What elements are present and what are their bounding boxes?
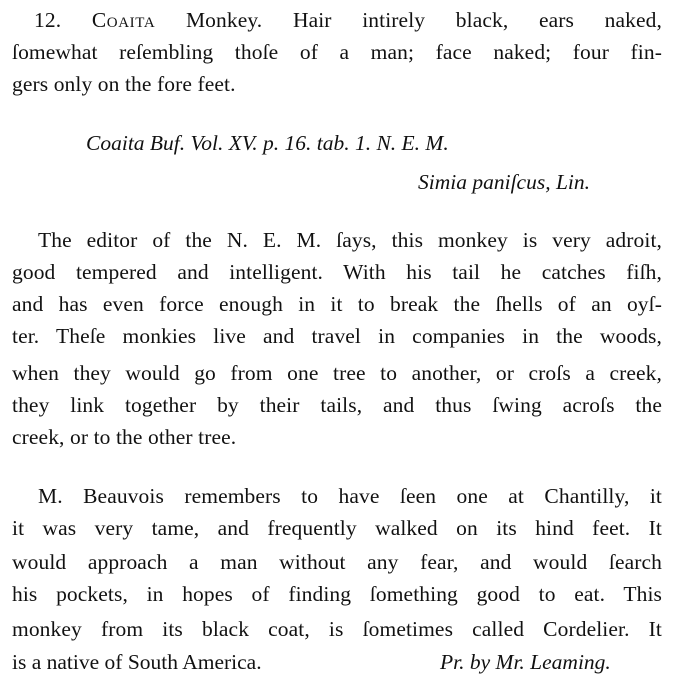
paragraph-2-line-4: his pockets, in hopes of finding ſomething good to eat. This: [12, 582, 662, 606]
reference-line-1: Coaita Buf. Vol. XV. p. 16. tab. 1. N. E. M.: [86, 131, 449, 155]
attribution: Pr. by Mr. Leaming.: [440, 650, 611, 674]
last-line-text: is a native of South America.: [12, 650, 262, 674]
paragraph-1-line-3: and has even force enough in it to break the ſhells of an oyſ-: [12, 292, 662, 316]
entry-description-3: gers only on the fore feet.: [12, 72, 236, 96]
reference-line-2: Simia paniſcus, Lin.: [418, 170, 591, 194]
paragraph-1-line-4: ter. Theſe monkies live and travel in companies in the woods,: [12, 324, 662, 348]
paragraph-1-line-2: good tempered and intelligent. With his tail he catches fiſh,: [12, 260, 662, 284]
paragraph-1-line-1: The editor of the N. E. M. ſays, this monkey is very adroit,: [38, 228, 662, 252]
entry-number: 12.: [34, 8, 62, 32]
paragraph-2-line-5: monkey from its black coat, is ſometimes called Cordelier. It: [12, 617, 662, 641]
paragraph-1-line-6: they link together by their tails, and thus ſwing acroſs the: [12, 393, 662, 417]
entry-description-2: ſomewhat reſembling thoſe of a man; face naked; four fin-: [12, 40, 662, 64]
paragraph-2-line-1: M. Beauvois remembers to have ſeen one at Chantilly, it: [38, 484, 662, 508]
entry-description-1: Monkey. Hair intirely black, ears naked,: [185, 8, 662, 32]
entry-line-1: [34, 6, 662, 34]
entry-line-3: [12, 70, 662, 98]
paragraph-2-line-2: it was very tame, and frequently walked on its hind feet. It: [12, 516, 662, 540]
entry-line-2: [12, 38, 662, 66]
paragraph-1-line-5: when they would go from one tree to another, or croſs a creek,: [12, 361, 662, 385]
paragraph-1-line-7: creek, or to the other tree.: [12, 425, 237, 449]
entry-name: Coaita: [91, 8, 156, 32]
paragraph-2-line-3: would approach a man without any fear, and would ſearch: [12, 550, 662, 574]
